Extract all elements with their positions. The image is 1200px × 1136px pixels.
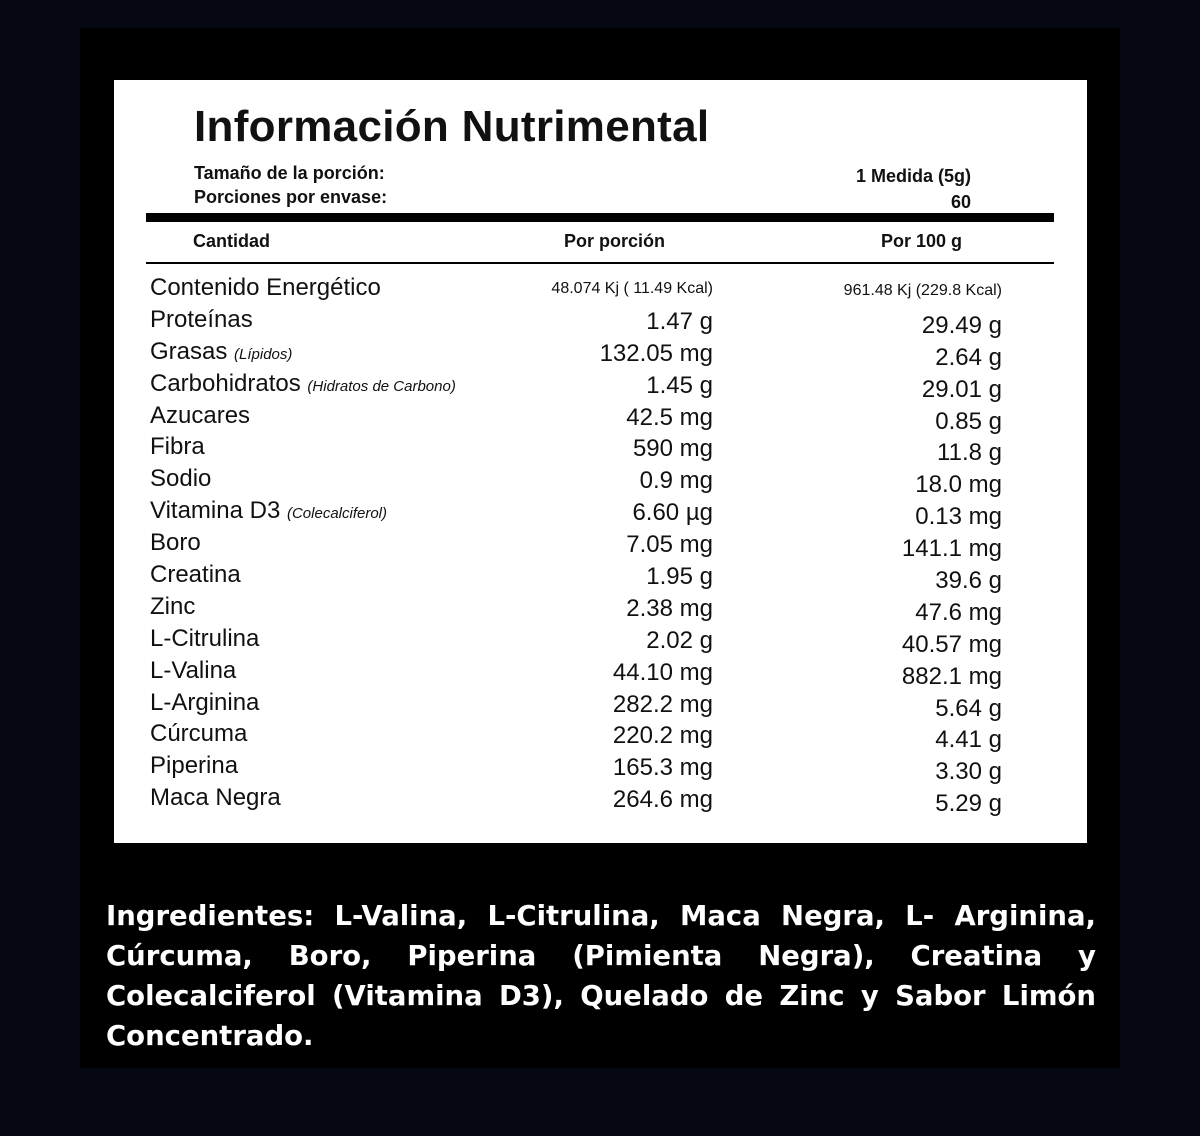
nutrient-name-text: Cúrcuma — [150, 720, 248, 748]
nutrient-name-text: Azucares — [150, 401, 251, 429]
nutrition-facts-panel — [114, 80, 1087, 843]
nutrient-name — [150, 465, 211, 493]
per-serving-value: 282.2 mg — [612, 690, 713, 718]
nutrient-name-text: Proteínas — [150, 305, 253, 333]
nutrient-name — [150, 593, 195, 621]
thin-divider — [146, 262, 1054, 264]
serving-size-label: Tamaño de la porción: — [194, 163, 385, 183]
nutrient-note: (Colecalciferol) — [286, 505, 387, 523]
per-100g-value: 39.6 g — [935, 567, 1002, 595]
nutrition-title: Información Nutrimental — [194, 102, 710, 151]
nutrient-row — [150, 784, 1030, 816]
per-serving-value: 165.3 mg — [612, 754, 713, 782]
nutrient-name — [150, 274, 381, 302]
nutrient-name-text: Maca Negra — [150, 784, 281, 812]
per-serving-value: 2.02 g — [646, 626, 713, 654]
per-serving-value: 1.47 g — [646, 307, 713, 335]
per-100g-value: 5.64 g — [935, 694, 1002, 722]
nutrient-name-text: L-Arginina — [150, 688, 260, 716]
per-100g-value: 18.0 mg — [915, 471, 1002, 499]
per-100g-value: 2.64 g — [935, 343, 1002, 371]
nutrient-name — [150, 784, 281, 812]
per-100g-value: 0.13 mg — [915, 503, 1002, 531]
per-100g-value: 3.30 g — [935, 758, 1002, 786]
per-100g-value: 882.1 mg — [901, 662, 1002, 690]
nutrient-row — [150, 561, 1030, 593]
nutrient-name — [150, 402, 250, 430]
nutrient-note: (Hidratos de Carbono) — [307, 377, 456, 395]
per-serving-value: 1.45 g — [646, 371, 713, 399]
per-serving-value: 42.5 mg — [626, 403, 713, 431]
nutrient-name — [150, 306, 253, 334]
per-serving-value: 264.6 mg — [612, 786, 713, 814]
nutrient-row — [150, 433, 1030, 465]
nutrient-name-text: L-Valina — [150, 656, 237, 684]
per-100g-value: 47.6 mg — [915, 598, 1002, 626]
nutrient-note: (Lípidos) — [234, 345, 293, 363]
per-serving-value: 6.60 µg — [632, 499, 713, 527]
per-serving-value: 7.05 mg — [626, 531, 713, 559]
column-header-per-serving: Por porción — [564, 231, 666, 251]
nutrient-name-text: Grasas — [150, 337, 228, 365]
nutrient-row — [150, 497, 1030, 529]
column-header-per-100g: Por 100 g — [881, 231, 963, 251]
per-serving-value: 590 mg — [632, 435, 713, 463]
nutrient-name — [150, 529, 201, 557]
nutrient-row — [150, 657, 1030, 689]
nutrient-name — [150, 689, 259, 717]
nutrient-name-text: Vitamina D3 — [150, 497, 281, 525]
per-100g-value: 29.49 g — [921, 311, 1002, 339]
nutrient-name-text: Sodio — [150, 465, 212, 493]
nutrient-name — [150, 370, 456, 398]
nutrient-name — [150, 497, 387, 525]
per-100g-value: 4.41 g — [935, 726, 1002, 754]
nutrient-row — [150, 370, 1030, 402]
per-100g-value: 29.01 g — [921, 375, 1002, 403]
nutrient-name-text: Zinc — [150, 592, 196, 620]
nutrient-row — [150, 338, 1030, 370]
per-serving-value: 220.2 mg — [612, 722, 713, 750]
serving-size-value: 1 Medida (5g) — [855, 166, 971, 186]
nutrient-name — [150, 752, 238, 780]
per-serving-value: 132.05 mg — [599, 339, 713, 367]
nutrient-name-text: L-Citrulina — [150, 624, 260, 652]
servings-per-container-label: Porciones por envase: — [194, 187, 388, 207]
servings-per-container-value: 60 — [950, 192, 971, 212]
nutrient-name — [150, 433, 205, 461]
per-100g-value: 961.48 Kj (229.8 Kcal) — [843, 282, 1002, 299]
per-serving-value: 48.074 Kj ( 11.49 Kcal) — [551, 280, 713, 297]
per-serving-value: 0.9 mg — [639, 467, 713, 495]
nutrient-name — [150, 625, 259, 653]
per-100g-value: 0.85 g — [935, 407, 1002, 435]
per-100g-value: 11.8 g — [937, 439, 1002, 467]
per-serving-value: 44.10 mg — [612, 658, 713, 686]
nutrient-row — [150, 306, 1030, 338]
thick-divider — [146, 213, 1054, 222]
column-header-quantity: Cantidad — [193, 231, 271, 251]
nutrient-row — [150, 689, 1030, 721]
nutrient-name — [150, 720, 247, 748]
nutrient-name-text: Fibra — [150, 433, 205, 461]
nutrient-table — [150, 274, 1030, 816]
nutrient-row — [150, 625, 1030, 657]
nutrient-name — [150, 657, 236, 685]
per-100g-value: 5.29 g — [935, 790, 1002, 818]
per-100g-value: 141.1 mg — [901, 535, 1002, 563]
ingredients-text: Ingredientes: L-Valina, L-Citrulina, Maca Negra, L- Arginina, Cúrcuma, Boro, Piperina (Pimienta Negra), Creatina y Colecalciferol (Vitamina D3), Quelado de Zinc y Sabor Limón Concentrado. — [106, 900, 1096, 1052]
nutrient-row — [150, 274, 1030, 306]
nutrient-row — [150, 402, 1030, 434]
per-serving-value: 1.95 g — [646, 563, 713, 591]
nutrient-name — [150, 338, 292, 366]
nutrient-row — [150, 465, 1030, 497]
nutrient-name-text: Creatina — [150, 561, 241, 589]
nutrient-name-text: Contenido Energético — [150, 274, 381, 301]
nutrient-name-text: Carbohidratos — [150, 369, 301, 397]
nutrient-name-text: Piperina — [150, 752, 239, 780]
nutrient-name-text: Boro — [150, 529, 201, 557]
per-serving-value: 2.38 mg — [626, 594, 713, 622]
nutrient-row — [150, 529, 1030, 561]
per-100g-value: 40.57 mg — [901, 630, 1002, 658]
nutrient-row — [150, 593, 1030, 625]
nutrient-row — [150, 720, 1030, 752]
nutrient-row — [150, 752, 1030, 784]
nutrient-name — [150, 561, 241, 589]
